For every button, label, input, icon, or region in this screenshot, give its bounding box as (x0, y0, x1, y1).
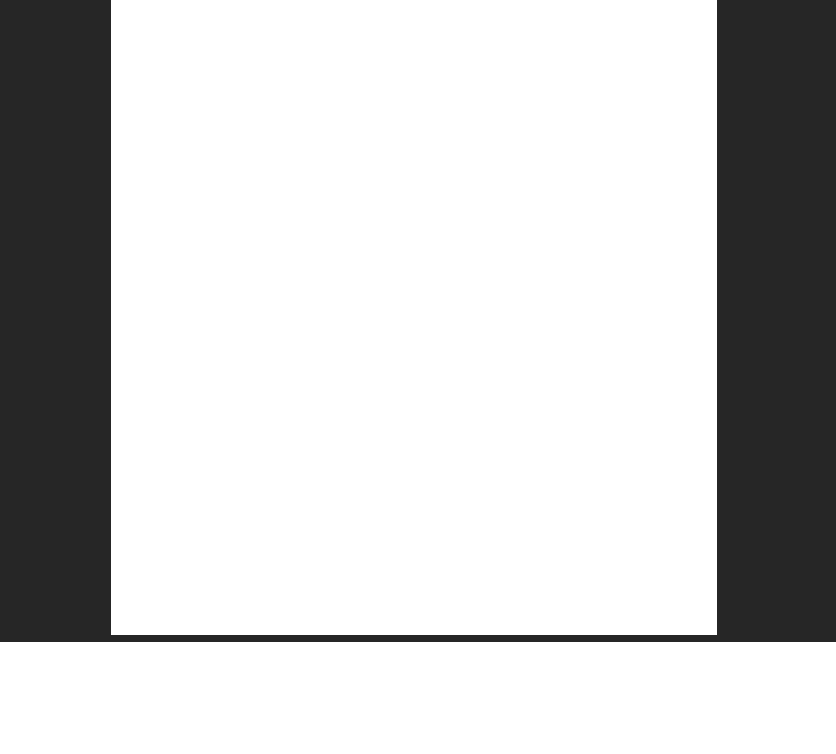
document-page (111, 0, 717, 635)
